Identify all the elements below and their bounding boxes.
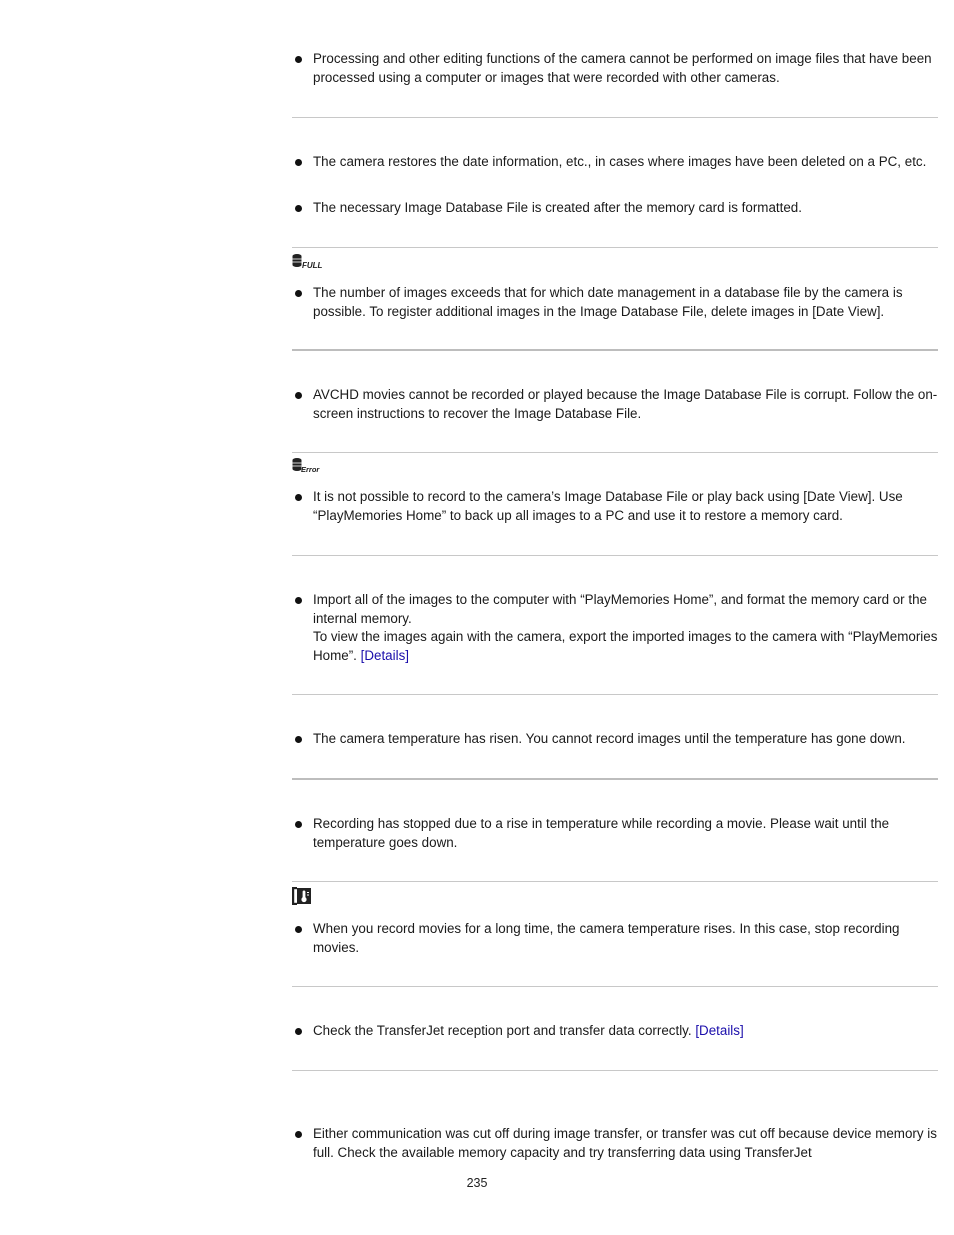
bullet-icon (295, 205, 302, 212)
bullet-icon (295, 926, 302, 933)
list-item (292, 50, 938, 87)
svg-text:Error: Error (301, 465, 320, 474)
list-item (292, 591, 938, 665)
bullet-text: To view the images again with the camera, export the imported images to the camera with “PlayMemories Home”. (313, 629, 938, 663)
bullet-icon (295, 290, 302, 297)
list-item (292, 1125, 938, 1162)
divider (292, 452, 938, 453)
bullet-text: Import all of the images to the computer with “PlayMemories Home”, and format the memory card or the internal memory. (313, 592, 927, 626)
list-item (292, 920, 938, 957)
bullet-text: The camera temperature has risen. You cannot record images until the temperature has gone down. (313, 731, 906, 746)
bullet-text: AVCHD movies cannot be recorded or played because the Image Database File is corrupt. Follow the on-screen instructions to recover the Image Database File. (313, 387, 938, 421)
list-item (292, 153, 938, 172)
divider (292, 1070, 938, 1071)
temperature-warning-icon (292, 887, 314, 908)
bullet-icon (295, 1028, 302, 1035)
divider (292, 349, 938, 351)
list-item (292, 1022, 938, 1041)
divider (292, 117, 938, 118)
list-item (292, 730, 938, 749)
database-error-icon (292, 457, 322, 477)
divider (292, 881, 938, 882)
divider (292, 778, 938, 780)
list-item (292, 284, 938, 321)
divider (292, 555, 938, 556)
bullet-text: The camera restores the date information, etc., in cases where images have been deleted on a PC, etc. (313, 154, 927, 169)
details-link[interactable]: [Details] (360, 647, 409, 663)
divider (292, 986, 938, 987)
list-item (292, 386, 938, 423)
bullet-text: The necessary Image Database File is created after the memory card is formatted. (313, 200, 802, 215)
details-link[interactable]: [Details] (695, 1023, 744, 1038)
list-item (292, 488, 938, 525)
bullet-icon (295, 56, 302, 63)
database-full-icon (292, 253, 322, 273)
svg-text:FULL: FULL (302, 261, 322, 270)
bullet-icon (295, 494, 302, 501)
bullet-text: Check the TransferJet reception port and transfer data correctly. (313, 1023, 696, 1038)
list-item (292, 815, 938, 852)
bullet-text: The number of images exceeds that for which date management in a database file by the camera is possible. To register additional images in the Image Database File, delete images in [Date View]. (313, 285, 903, 319)
bullet-icon (295, 159, 302, 166)
page-number: 235 (466, 1176, 488, 1190)
bullet-icon (295, 736, 302, 743)
bullet-icon (295, 821, 302, 828)
bullet-text: Processing and other editing functions of the camera cannot be performed on image files that have been processed using a computer or images that were recorded with other cameras. (313, 51, 932, 85)
bullet-text: Recording has stopped due to a rise in temperature while recording a movie. Please wait until the temperature goes down. (313, 816, 890, 850)
bullet-text: Either communication was cut off during image transfer, or transfer was cut off because device memory is full. Check the available memory capacity and try transferring data using TransferJet (313, 1126, 937, 1160)
bullet-icon (295, 597, 302, 604)
list-item (292, 199, 938, 218)
bullet-text: When you record movies for a long time, the camera temperature rises. In this case, stop recording movies. (313, 921, 900, 955)
bullet-icon (295, 392, 302, 399)
divider (292, 247, 938, 248)
bullet-icon (295, 1131, 302, 1138)
divider (292, 694, 938, 695)
bullet-text: It is not possible to record to the camera’s Image Database File or play back using [Date View]. Use “PlayMemories Home” to back up all images to a PC and use it to restore a memory card. (313, 489, 903, 523)
